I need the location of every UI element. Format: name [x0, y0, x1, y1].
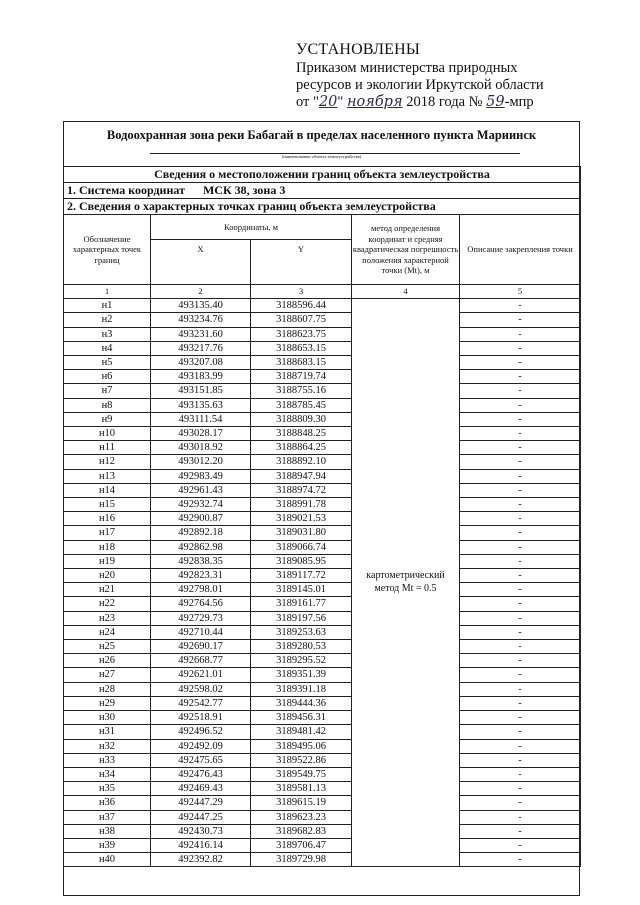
point-id: н14	[64, 483, 151, 497]
coord-x: 493207.08	[151, 356, 251, 370]
table-row	[64, 469, 581, 483]
order-suffix: -мпр	[504, 94, 534, 110]
point-id: н17	[64, 526, 151, 540]
point-id: н19	[64, 554, 151, 568]
table-row	[64, 796, 581, 810]
approval-year: 2018 года №	[406, 94, 483, 110]
coord-x: 493183.99	[151, 370, 251, 384]
coord-y: 3189066.74	[251, 540, 352, 554]
table-row	[64, 597, 581, 611]
coord-x: 492416.14	[151, 838, 251, 852]
point-id: н7	[64, 384, 151, 398]
table-row	[64, 611, 581, 625]
method-text-line-2: метод Mt = 0.5	[374, 582, 437, 594]
coord-y: 3189623.23	[251, 810, 352, 824]
coord-x: 493151.85	[151, 384, 251, 398]
table-row	[64, 370, 581, 384]
approval-line-2: ресурсов и экологии Иркутской области	[296, 77, 544, 93]
coord-y: 3189021.53	[251, 512, 352, 526]
coord-x: 492823.31	[151, 569, 251, 583]
table-row	[64, 327, 581, 341]
table-row	[64, 782, 581, 796]
point-description: -	[460, 654, 581, 668]
coord-y: 3189495.06	[251, 739, 352, 753]
coord-x: 492469.43	[151, 782, 251, 796]
point-description: -	[460, 370, 581, 384]
point-description: -	[460, 327, 581, 341]
header-x: X	[151, 240, 251, 285]
point-id: н40	[64, 853, 151, 867]
point-description: -	[460, 299, 581, 313]
point-description: -	[460, 313, 581, 327]
table-row	[64, 739, 581, 753]
table-row	[64, 384, 581, 398]
point-description: -	[460, 597, 581, 611]
coord-y: 3189522.86	[251, 753, 352, 767]
header-coords: Координаты, м	[151, 215, 352, 240]
table-row	[64, 824, 581, 838]
point-id: н39	[64, 838, 151, 852]
point-id: н35	[64, 782, 151, 796]
point-description: -	[460, 640, 581, 654]
point-id: н3	[64, 327, 151, 341]
coord-y: 3188848.25	[251, 427, 352, 441]
coord-y: 3188974.72	[251, 483, 352, 497]
coord-y: 3188947.94	[251, 469, 352, 483]
coord-y: 3188596.44	[251, 299, 352, 313]
coord-y: 3189253.63	[251, 625, 352, 639]
coord-x: 492900.87	[151, 512, 251, 526]
point-id: н21	[64, 583, 151, 597]
coord-x: 493028.17	[151, 427, 251, 441]
table-row	[64, 299, 581, 313]
coord-y: 3189117.72	[251, 569, 352, 583]
point-description: -	[460, 682, 581, 696]
coord-x: 492838.35	[151, 554, 251, 568]
table-row	[64, 838, 581, 852]
table-row	[64, 398, 581, 412]
coord-x: 492496.52	[151, 725, 251, 739]
point-description: -	[460, 341, 581, 355]
coord-x: 493018.92	[151, 441, 251, 455]
coord-x: 492392.82	[151, 853, 251, 867]
table-row	[64, 554, 581, 568]
coord-x: 492492.09	[151, 739, 251, 753]
table-row	[64, 682, 581, 696]
header-description: Описание закрепления точки	[460, 215, 581, 285]
point-id: н26	[64, 654, 151, 668]
point-id: н36	[64, 796, 151, 810]
table-row	[64, 341, 581, 355]
point-id: н29	[64, 696, 151, 710]
table-row	[64, 767, 581, 781]
point-description: -	[460, 739, 581, 753]
point-description: -	[460, 526, 581, 540]
table-row	[64, 696, 581, 710]
point-id: н33	[64, 753, 151, 767]
coord-x: 493231.60	[151, 327, 251, 341]
document-title: Водоохранная зона реки Бабагай в пределах населенного пункта Мариинск	[106, 128, 537, 142]
column-number: 1	[64, 285, 151, 299]
coord-y: 3188755.16	[251, 384, 352, 398]
point-description: -	[460, 838, 581, 852]
column-number: 4	[352, 285, 460, 299]
point-id: н32	[64, 739, 151, 753]
coord-x: 492798.01	[151, 583, 251, 597]
point-description: -	[460, 753, 581, 767]
method-text-line-1: картометрический	[366, 570, 445, 582]
coord-x: 493234.76	[151, 313, 251, 327]
point-description: -	[460, 441, 581, 455]
point-id: н15	[64, 498, 151, 512]
table-row	[64, 810, 581, 824]
table-row	[64, 668, 581, 682]
point-id: н2	[64, 313, 151, 327]
order-number: 59	[486, 94, 505, 110]
coord-y: 3188785.45	[251, 398, 352, 412]
point-description: -	[460, 469, 581, 483]
approval-heading: УСТАНОВЛЕНЫ	[296, 41, 421, 58]
coord-y: 3189549.75	[251, 767, 352, 781]
point-id: н22	[64, 597, 151, 611]
point-id: н8	[64, 398, 151, 412]
point-id: н20	[64, 569, 151, 583]
point-description: -	[460, 853, 581, 867]
table-row	[64, 441, 581, 455]
coord-x: 493217.76	[151, 341, 251, 355]
section-heading: Сведения о местоположении границ объекта землеустройства	[64, 167, 581, 183]
coord-x: 493111.54	[151, 412, 251, 426]
coord-y: 3189456.31	[251, 711, 352, 725]
point-id: н16	[64, 512, 151, 526]
point-id: н37	[64, 810, 151, 824]
point-description: -	[460, 427, 581, 441]
table-row	[64, 725, 581, 739]
coord-y: 3189351.39	[251, 668, 352, 682]
coord-x: 492710.44	[151, 625, 251, 639]
coord-y: 3189145.01	[251, 583, 352, 597]
point-description: -	[460, 625, 581, 639]
point-description: -	[460, 611, 581, 625]
table-row	[64, 356, 581, 370]
point-description: -	[460, 540, 581, 554]
table-row	[64, 654, 581, 668]
point-description: -	[460, 824, 581, 838]
coord-x: 492690.17	[151, 640, 251, 654]
coord-x: 492598.02	[151, 682, 251, 696]
point-id: н9	[64, 412, 151, 426]
point-id: н23	[64, 611, 151, 625]
table-row	[64, 540, 581, 554]
method-cell	[352, 299, 460, 867]
coord-y: 3189444.36	[251, 696, 352, 710]
coord-x: 492542.77	[151, 696, 251, 710]
coord-system-value: МСК 38, зона 3	[202, 183, 286, 197]
coord-x: 493012.20	[151, 455, 251, 469]
coord-y: 3188991.78	[251, 498, 352, 512]
point-description: -	[460, 725, 581, 739]
point-id: н18	[64, 540, 151, 554]
table-row	[64, 569, 581, 583]
coord-y: 3188719.74	[251, 370, 352, 384]
approval-line-1: Приказом министерства природных	[296, 60, 518, 76]
table-row	[64, 583, 581, 597]
title-note: (наименование объекта землеустройства)	[281, 154, 362, 159]
point-description: -	[460, 668, 581, 682]
coord-y: 3188623.75	[251, 327, 352, 341]
coord-x: 492668.77	[151, 654, 251, 668]
point-id: н11	[64, 441, 151, 455]
point-description: -	[460, 455, 581, 469]
point-description: -	[460, 498, 581, 512]
coord-x: 492729.73	[151, 611, 251, 625]
coord-y: 3188683.15	[251, 356, 352, 370]
coord-x: 492621.01	[151, 668, 251, 682]
coord-y: 3189085.95	[251, 554, 352, 568]
approval-date-line: от "20" ноября 2018 года № 59-мпр	[296, 94, 534, 110]
coord-x: 492447.29	[151, 796, 251, 810]
coord-x: 492983.49	[151, 469, 251, 483]
coord-x: 492475.65	[151, 753, 251, 767]
point-id: н6	[64, 370, 151, 384]
coord-x: 492862.98	[151, 540, 251, 554]
point-id: н34	[64, 767, 151, 781]
coord-x: 493135.40	[151, 299, 251, 313]
table-row	[64, 498, 581, 512]
point-description: -	[460, 356, 581, 370]
column-number: 3	[251, 285, 352, 299]
table-row	[64, 313, 581, 327]
point-description: -	[460, 398, 581, 412]
approval-month: ноября	[346, 94, 403, 110]
coord-y: 3189706.47	[251, 838, 352, 852]
table-row	[64, 753, 581, 767]
coord-y: 3188892.10	[251, 455, 352, 469]
point-description: -	[460, 782, 581, 796]
points-heading: 2. Сведения о характерных точках границ объекта землеустройства	[64, 199, 581, 215]
table-row	[64, 412, 581, 426]
coord-x: 493135.63	[151, 398, 251, 412]
header-y: Y	[251, 240, 352, 285]
coord-y: 3189391.18	[251, 682, 352, 696]
point-id: н1	[64, 299, 151, 313]
point-id: н5	[64, 356, 151, 370]
coord-y: 3189682.83	[251, 824, 352, 838]
column-number: 2	[151, 285, 251, 299]
table-row	[64, 512, 581, 526]
coord-y: 3189729.98	[251, 853, 352, 867]
boundary-points-table	[63, 166, 581, 867]
coord-y: 3188607.75	[251, 313, 352, 327]
coord-y: 3189161.77	[251, 597, 352, 611]
coord-y: 3189031.80	[251, 526, 352, 540]
point-id: н13	[64, 469, 151, 483]
table-row	[64, 625, 581, 639]
coord-y: 3189581.13	[251, 782, 352, 796]
table-row	[64, 455, 581, 469]
point-description: -	[460, 810, 581, 824]
coord-x: 492476.43	[151, 767, 251, 781]
coord-x: 492447.25	[151, 810, 251, 824]
approval-day: 20	[318, 94, 338, 110]
coord-x: 492764.56	[151, 597, 251, 611]
coord-y: 3188809.30	[251, 412, 352, 426]
point-description: -	[460, 483, 581, 497]
coord-y: 3189280.53	[251, 640, 352, 654]
coord-x: 492961.43	[151, 483, 251, 497]
point-description: -	[460, 384, 581, 398]
point-description: -	[460, 583, 581, 597]
table-row	[64, 526, 581, 540]
point-id: н25	[64, 640, 151, 654]
coord-y: 3189295.52	[251, 654, 352, 668]
header-method: метод определения координат и средняя квадратическая погрешность положения характерной точки (Mt), м	[352, 215, 460, 285]
point-description: -	[460, 711, 581, 725]
point-id: н38	[64, 824, 151, 838]
table-row	[64, 711, 581, 725]
coord-y: 3189197.56	[251, 611, 352, 625]
coord-y: 3188653.15	[251, 341, 352, 355]
coord-y: 3189481.42	[251, 725, 352, 739]
approval-stamp	[296, 40, 626, 111]
point-id: н31	[64, 725, 151, 739]
point-id: н12	[64, 455, 151, 469]
point-description: -	[460, 412, 581, 426]
point-id: н27	[64, 668, 151, 682]
point-description: -	[460, 554, 581, 568]
point-id: н4	[64, 341, 151, 355]
point-description: -	[460, 512, 581, 526]
point-id: н30	[64, 711, 151, 725]
point-id: н28	[64, 682, 151, 696]
table-row	[64, 427, 581, 441]
coord-x: 492430.73	[151, 824, 251, 838]
coord-system-row: 1. Система координат МСК 38, зона 3	[64, 183, 581, 199]
point-description: -	[460, 796, 581, 810]
point-id: н24	[64, 625, 151, 639]
table-row	[64, 483, 581, 497]
coord-y: 3188864.25	[251, 441, 352, 455]
table-row	[64, 640, 581, 654]
column-number: 5	[460, 285, 581, 299]
coord-x: 492932.74	[151, 498, 251, 512]
header-point: Обозначение характерных точек границ	[64, 215, 151, 285]
point-description: -	[460, 767, 581, 781]
coord-y: 3189615.19	[251, 796, 352, 810]
point-id: н10	[64, 427, 151, 441]
point-description: -	[460, 569, 581, 583]
table-row	[64, 853, 581, 867]
coord-x: 492518.91	[151, 711, 251, 725]
coord-x: 492892.18	[151, 526, 251, 540]
point-description: -	[460, 696, 581, 710]
